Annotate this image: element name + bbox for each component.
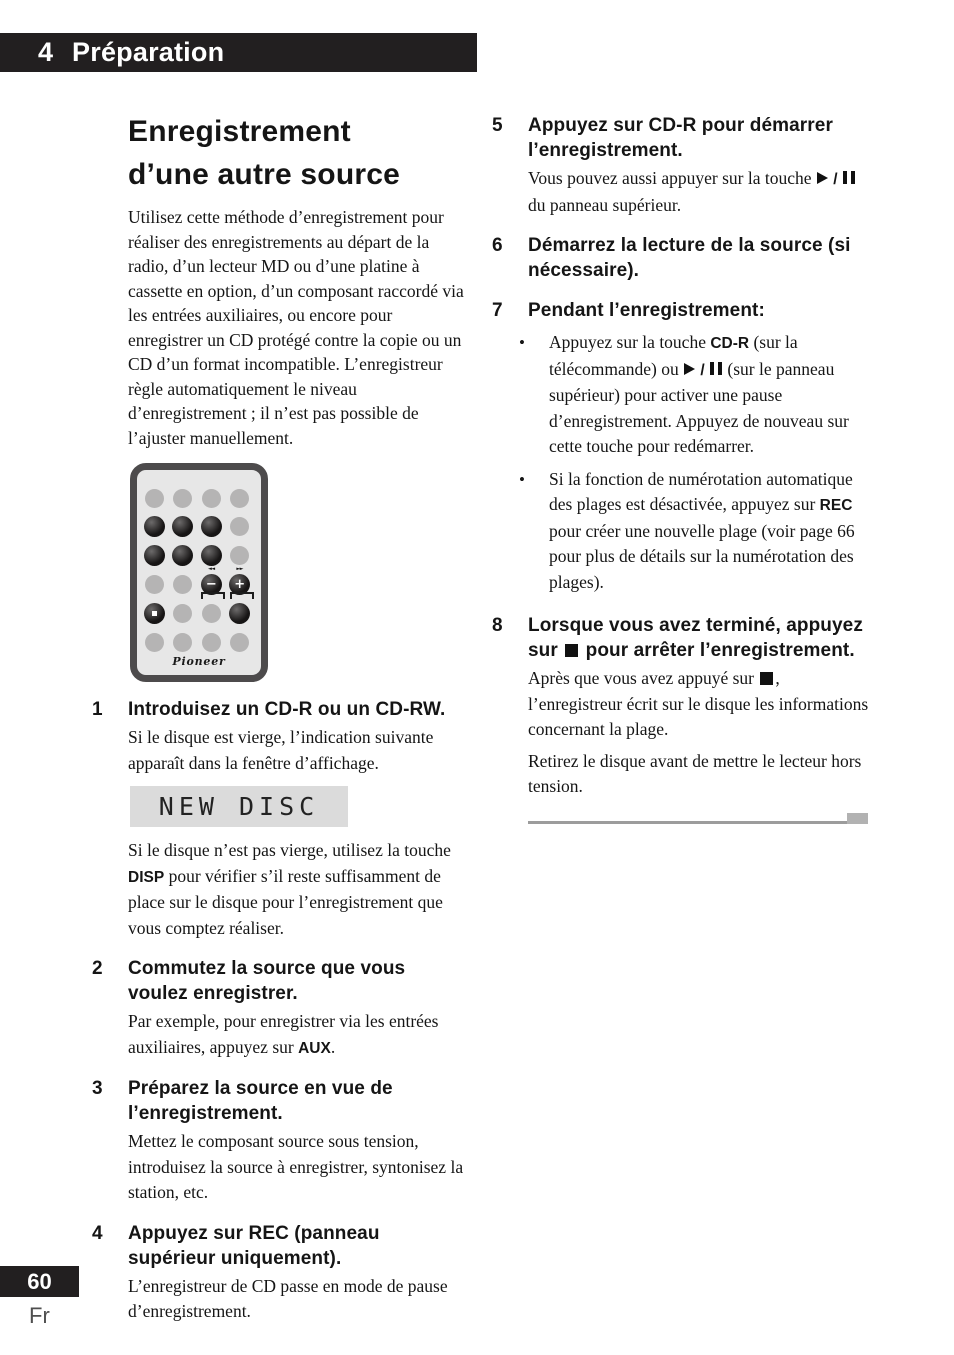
bullet-text (549, 330, 872, 460)
remote-button (202, 489, 221, 508)
track-plus-button: + (229, 574, 250, 595)
text-segment: Par exemple, pour enregistrer via les entrées auxiliaires, appuyez sur (128, 1011, 439, 1057)
remote-button (230, 489, 249, 508)
play-icon (817, 172, 828, 184)
display-text: NEW DISC (158, 792, 320, 821)
step-1 (92, 697, 466, 941)
page-number: 60 (27, 1268, 52, 1294)
step-heading (128, 956, 466, 1006)
remote-button (173, 575, 192, 594)
text-segment: Mettez le composant source sous tension, introduisez la source à enregistrer, syntonisez la station, etc. (128, 1131, 464, 1202)
bullet-item (519, 467, 872, 596)
text-segment: Appuyez sur la touche (549, 332, 711, 352)
stop-icon (760, 672, 773, 685)
remote-button (172, 545, 193, 566)
step-paragraph (128, 725, 466, 776)
text-segment: L’enregistreur de CD passe en mode de pause d’enregistrement. (128, 1275, 448, 1321)
pause-icon (710, 362, 722, 375)
step-content (528, 613, 872, 824)
text-segment: Après que vous avez appuyé sur (528, 668, 759, 688)
remote-button (144, 516, 165, 537)
pause-icon (843, 171, 855, 184)
text-segment: CD-R (710, 335, 750, 352)
bullet-text (549, 467, 872, 596)
step-content (128, 697, 466, 941)
step-paragraph (528, 166, 872, 218)
text-segment: Démarrez la lecture de la source (si nécessaire). (528, 235, 851, 281)
left-column (92, 110, 466, 1325)
remote-button (173, 489, 192, 508)
step-number: 7 (492, 300, 503, 321)
step-paragraph (128, 838, 466, 941)
text-segment: pour vérifier s’il reste suffisamment de place sur le disque pour l’enregistrement que vous comptez réaliser. (128, 865, 443, 938)
step-content (528, 233, 872, 283)
step-7 (492, 298, 872, 323)
step-paragraph (128, 1009, 466, 1061)
right-column (492, 113, 872, 824)
remote-button (230, 517, 249, 536)
section-divider (528, 813, 868, 824)
remote-control-illustration (130, 463, 268, 682)
text-segment: Introduisez un CD-R ou un CD-RW. (128, 699, 446, 720)
step-number: 6 (492, 235, 503, 256)
step-content (128, 956, 466, 1061)
text-segment: pour arrêter l’enregistrement. (580, 640, 855, 661)
section-title: Enregistrement d’une autre source (128, 115, 401, 191)
step-heading (128, 1221, 466, 1271)
step-paragraph (128, 1274, 466, 1325)
remote-button (145, 489, 164, 508)
text-segment: , l’enregistreur écrit sur le disque les informations concernant la plage. (528, 668, 869, 739)
remote-button (145, 633, 164, 652)
remote-button (229, 603, 250, 624)
step-heading (528, 113, 872, 163)
text-segment: Retirez le disque avant de mettre le lecteur hors tension. (528, 750, 862, 796)
stop-button (144, 603, 165, 624)
remote-button (173, 604, 192, 623)
stop-icon (565, 644, 578, 657)
text-segment: pour créer une nouvelle plage (voir page 66 pour plus de détails sur la numérotation des plages). (549, 520, 855, 592)
step-content (128, 1221, 466, 1325)
step-heading (128, 697, 466, 722)
step-3 (92, 1076, 466, 1206)
divider-tab (847, 813, 868, 824)
remote-button (145, 575, 164, 594)
step-4 (92, 1221, 466, 1325)
text-segment: Appuyez sur REC (panneau supérieur uniquement). (128, 1222, 380, 1269)
remote-button (173, 633, 192, 652)
text-segment: Si le disque est vierge, l’indication suivante apparaît dans la fenêtre d’affichage. (128, 727, 434, 773)
text-segment: / (828, 171, 842, 188)
step-number: 5 (492, 115, 503, 136)
display-window (130, 786, 348, 827)
text-segment: Si la fonction de numérotation automatique des plages est désactivée, appuyez sur (549, 468, 853, 514)
text-segment: Appuyez sur CD-R pour démarrer l’enregistrement. (528, 115, 833, 161)
step-number: 2 (92, 958, 103, 979)
text-segment: REC (819, 497, 853, 514)
chapter-header (0, 33, 477, 72)
step-number: 8 (492, 615, 503, 636)
chapter-title: Préparation (72, 37, 225, 67)
text-segment: (sur la télécommande) ou (549, 332, 798, 379)
step-number: 1 (92, 699, 103, 720)
step-number: 4 (92, 1222, 103, 1244)
remote-button (202, 633, 221, 652)
track-minus-button: − (201, 574, 222, 595)
text-segment: AUX (298, 1039, 331, 1057)
stop-square (152, 611, 157, 616)
group-bracket (201, 592, 225, 599)
skip-back-icon: ◄◄ (207, 566, 215, 573)
remote-button (230, 546, 249, 565)
text-segment: / (696, 361, 710, 379)
step-content (528, 298, 872, 323)
play-icon (684, 363, 695, 375)
intro-paragraph: Utilisez cette méthode d’enregistrement pour réaliser des enregistrements au départ de la radio, d’un lecteur MD ou d’une platine à cassette en option, d’un composant raccordé via les entrées auxiliaires, ou encore pour enregistrer un CD protégé contre la copie ou un CD d’un format incompatible. L’enregistreur règle automatiquement le niveau d’enregistrement ; il n’est pas possible de l’ajuster manuellement. (128, 207, 464, 448)
step-paragraph (528, 749, 872, 800)
step-heading (528, 233, 872, 283)
bullet-item (519, 330, 872, 460)
text-segment: Si le disque n’est pas vierge, utilisez la touche (128, 840, 451, 860)
step-heading (528, 613, 872, 663)
step-content (528, 113, 872, 218)
language-label: Fr (29, 1303, 50, 1328)
step-paragraph (528, 666, 872, 743)
remote-button (201, 545, 222, 566)
step-heading (128, 1076, 466, 1126)
step-content (128, 1076, 466, 1206)
remote-button (172, 516, 193, 537)
group-bracket (230, 592, 254, 599)
text-segment: Préparez la source en vue de l’enregistrement. (128, 1078, 393, 1124)
text-segment: DISP (128, 868, 165, 886)
text-segment: Commutez la source que vous voulez enregistrer. (128, 958, 406, 1004)
bullet-marker: • (519, 333, 525, 352)
chapter-number: 4 (38, 37, 54, 67)
step-2 (92, 956, 466, 1061)
skip-forward-icon: ►► (236, 566, 244, 573)
text-segment: . (330, 1036, 336, 1057)
remote-button (230, 633, 249, 652)
step-heading (528, 298, 872, 323)
remote-button (202, 604, 221, 623)
remote-button (201, 516, 222, 537)
bullet-marker: • (519, 469, 525, 489)
text-segment: Pendant l’enregistrement: (528, 300, 765, 321)
step-5 (492, 113, 872, 218)
text-segment: Lorsque vous avez terminé, appuyez sur (528, 615, 863, 661)
step-paragraph (128, 1129, 466, 1206)
step-number: 3 (92, 1078, 103, 1099)
remote-brand-logo: Pioneer (172, 655, 226, 668)
page-number-box (0, 1266, 79, 1297)
text-segment: du panneau supérieur. (528, 194, 682, 215)
remote-button (144, 545, 165, 566)
remote-buttons (137, 470, 261, 675)
step-6 (492, 233, 872, 283)
text-segment: Vous pouvez aussi appuyer sur la touche (528, 168, 816, 188)
divider-line (528, 821, 868, 824)
text-segment: (sur le panneau supérieur) pour activer une pause d’enregistrement. Appuyez de nouveau sur cette touche pour redémarrer. (549, 358, 849, 456)
step-8 (492, 613, 872, 824)
